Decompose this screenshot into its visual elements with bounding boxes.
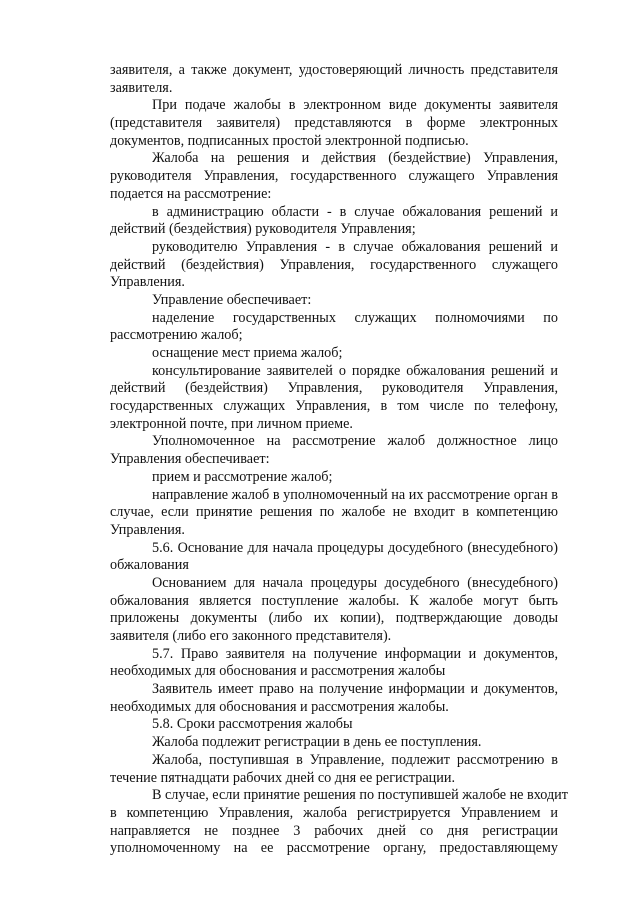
section-heading-5-8 (110, 716, 558, 734)
text-line: течение пятнадцати рабочих дней со дня ее регистрации. (110, 769, 455, 786)
text-line: руководителя Управления, государственного служащего Управления (110, 168, 558, 185)
paragraph-right-to-information (110, 681, 558, 716)
text-line: обжалования (110, 557, 189, 574)
paragraph-complaint-submission (110, 150, 558, 203)
text-line: заявителя, а также документ, удостоверяющий личность представителя (110, 62, 558, 78)
text-line: При подаче жалобы в электронном виде документы заявителя (152, 97, 558, 114)
text-line: 5.6. Основание для начала процедуры досудебного (внесудебного) (152, 539, 558, 556)
text-line: 5.8. Сроки рассмотрения жалобы (152, 716, 353, 733)
paragraph-receipt (110, 469, 558, 487)
text-line: заявителя. (110, 79, 173, 96)
text-line: 5.7. Право заявителя на получение информации и документов, (152, 645, 558, 662)
text-line: обжалования является поступление жалобы. К жалобе могут быть (110, 592, 558, 609)
text-line: Заявитель имеет право на получение информации и документов, (152, 681, 558, 698)
text-line: Основанием для начала процедуры досудебного (внесудебного) (152, 574, 558, 591)
text-line: направление жалоб в уполномоченный на их рассмотрение орган в (152, 486, 558, 503)
text-line: необходимых для обоснования и рассмотрения жалобы. (110, 698, 449, 715)
paragraph-authorized-official (110, 433, 558, 468)
section-heading-5-6 (110, 540, 558, 575)
text-line: В случае, если принятие решения по поступившей жалобе не входит (152, 787, 568, 804)
text-line: Управления обеспечивает: (110, 451, 270, 468)
paragraph-registration (110, 734, 558, 752)
text-line: Жалоба подлежит регистрации в день ее поступления. (152, 734, 482, 751)
text-line: Жалоба на решения и действия (бездействие) Управления, (152, 150, 558, 167)
paragraph-outside-competence (110, 787, 568, 858)
text-line: Управления. (110, 274, 185, 291)
paragraph-regional-administration (110, 204, 558, 239)
text-line: в администрацию области - в случае обжалования решений и (152, 203, 558, 220)
paragraph-electronic-submission (110, 97, 558, 150)
paragraph-review-term (110, 752, 558, 787)
text-line: заявителя (либо его законного представителя). (110, 628, 392, 644)
text-line: действий (бездействия) Управления, руководителя Управления, (110, 380, 558, 397)
text-line: прием и рассмотрение жалоб; (152, 468, 333, 485)
text-line: наделение государственных служащих полномочиями по (152, 309, 558, 326)
text-line: оснащение мест приема жалоб; (152, 345, 343, 361)
text-line: рассмотрению жалоб; (110, 327, 243, 344)
paragraph-forwarding (110, 487, 558, 540)
text-line: подается на рассмотрение: (110, 185, 272, 202)
paragraph-head-of-department (110, 239, 558, 292)
text-line: случае, если принятие решения по жалобе не входит в компетенцию (110, 504, 558, 521)
text-line: необходимых для обоснования и рассмотрения жалобы (110, 663, 446, 680)
text-line: Уполномоченное на рассмотрение жалоб должностное лицо (152, 433, 558, 450)
text-line: государственных служащих Управления, в том числе по телефону, (110, 398, 558, 415)
text-line: электронной почте, при личном приеме. (110, 415, 353, 432)
text-line: Жалоба, поступившая в Управление, подлежит рассмотрению в (152, 751, 558, 768)
text-line: Управления. (110, 521, 185, 538)
paragraph-equipment (110, 345, 558, 363)
text-line: Управление обеспечивает: (152, 291, 312, 308)
paragraph-consulting (110, 363, 558, 434)
text-line: в компетенцию Управления, жалоба регистрируется Управлением и (110, 804, 558, 821)
paragraph-empowerment (110, 310, 558, 345)
text-line: приложены документы (либо их копии), подтверждающие доводы (110, 610, 558, 627)
text-line: консультирование заявителей о порядке обжалования решений и (152, 362, 558, 379)
text-line: руководителю Управления - в случае обжалования решений и (152, 238, 558, 255)
paragraph-representative-id (110, 62, 558, 97)
document-body (110, 62, 568, 858)
text-line: действий (бездействия) руководителя Управления; (110, 221, 416, 238)
text-line: документов, подписанных простой электронной подписью. (110, 132, 469, 149)
text-line: направляется не позднее 3 рабочих дней со дня регистрации (110, 822, 558, 839)
section-heading-5-7 (110, 646, 558, 681)
text-line: (представителя заявителя) представляются в форме электронных (110, 115, 558, 132)
text-line: действий (бездействия) Управления, государственного служащего (110, 256, 558, 273)
text-line: уполномоченному на ее рассмотрение органу, предоставляющему (110, 840, 558, 857)
paragraph-grounds (110, 575, 558, 646)
paragraph-department-ensures (110, 292, 558, 310)
